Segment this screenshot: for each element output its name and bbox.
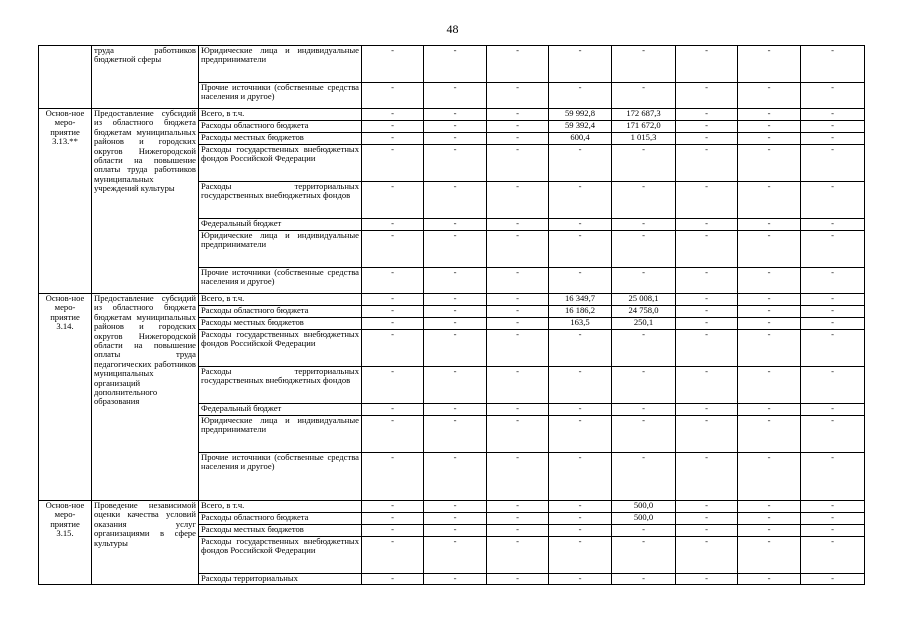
amount-cell: - — [362, 330, 424, 367]
amount-cell: - — [738, 318, 801, 330]
amount-cell: - — [487, 182, 549, 219]
amount-cell: - — [549, 231, 612, 268]
amount-cell: - — [487, 367, 549, 404]
amount-cell: - — [676, 231, 738, 268]
amount-cell: - — [801, 501, 865, 513]
amount-cell: - — [801, 268, 865, 294]
funding-source: Расходы государственных внебюджетных фондов Российской Федерации — [199, 330, 362, 367]
amount-cell: - — [738, 330, 801, 367]
amount-cell: - — [801, 83, 865, 109]
activity-description: труда работников бюджетной сферы — [92, 46, 199, 109]
amount-cell: - — [676, 294, 738, 306]
amount-cell: - — [424, 367, 487, 404]
amount-cell: - — [424, 83, 487, 109]
funding-source: Расходы государственных внебюджетных фондов Российской Федерации — [199, 145, 362, 182]
funding-source: Прочие источники (собственные средства населения и другое) — [199, 83, 362, 109]
amount-cell: - — [676, 513, 738, 525]
amount-cell: - — [801, 46, 865, 83]
amount-cell: - — [676, 268, 738, 294]
amount-cell: - — [549, 416, 612, 453]
funding-source: Юридические лица и индивидуальные предприниматели — [199, 46, 362, 83]
amount-cell: - — [676, 133, 738, 145]
amount-cell: - — [487, 219, 549, 231]
amount-cell: - — [549, 219, 612, 231]
amount-cell: - — [362, 453, 424, 501]
amount-cell: - — [424, 318, 487, 330]
funding-source: Прочие источники (собственные средства населения и другое) — [199, 453, 362, 501]
funding-source: Всего, в т.ч. — [199, 294, 362, 306]
amount-cell: - — [424, 330, 487, 367]
funding-source: Юридические лица и индивидуальные предприниматели — [199, 231, 362, 268]
amount-cell: - — [676, 416, 738, 453]
amount-cell: - — [362, 46, 424, 83]
amount-cell: - — [487, 574, 549, 585]
amount-cell: - — [362, 109, 424, 121]
amount-cell: - — [612, 367, 676, 404]
funding-source: Расходы территориальных — [199, 574, 362, 585]
amount-cell: - — [676, 453, 738, 501]
amount-cell: - — [801, 513, 865, 525]
budget-table — [38, 45, 865, 585]
amount-cell: 16 349,7 — [549, 294, 612, 306]
amount-cell: - — [487, 294, 549, 306]
amount-cell: 59 392,4 — [549, 121, 612, 133]
activity-number — [39, 46, 92, 109]
amount-cell: - — [424, 525, 487, 537]
amount-cell: - — [801, 453, 865, 501]
amount-cell: - — [738, 109, 801, 121]
amount-cell: - — [424, 109, 487, 121]
amount-cell: - — [612, 268, 676, 294]
activity-number: Основ-ное меро-приятие 3.15. — [39, 501, 92, 585]
funding-source: Расходы областного бюджета — [199, 306, 362, 318]
amount-cell: - — [487, 513, 549, 525]
amount-cell: - — [676, 525, 738, 537]
activity-description: Проведение независимой оценки качества условий оказания услуг организациями в сфере культуры — [92, 501, 199, 585]
amount-cell: - — [549, 268, 612, 294]
amount-cell: - — [487, 306, 549, 318]
funding-source: Расходы местных бюджетов — [199, 318, 362, 330]
amount-cell: - — [424, 268, 487, 294]
amount-cell: - — [612, 145, 676, 182]
table-row — [39, 109, 865, 121]
amount-cell: - — [424, 537, 487, 574]
amount-cell: - — [612, 453, 676, 501]
amount-cell: - — [801, 145, 865, 182]
amount-cell: - — [362, 367, 424, 404]
amount-cell: - — [738, 501, 801, 513]
amount-cell: - — [424, 294, 487, 306]
amount-cell: - — [801, 306, 865, 318]
amount-cell: - — [801, 404, 865, 416]
amount-cell: - — [801, 294, 865, 306]
amount-cell: 1 015,3 — [612, 133, 676, 145]
funding-source: Расходы местных бюджетов — [199, 525, 362, 537]
amount-cell: - — [738, 182, 801, 219]
amount-cell: - — [549, 537, 612, 574]
amount-cell: - — [424, 121, 487, 133]
amount-cell: - — [801, 182, 865, 219]
amount-cell: - — [424, 182, 487, 219]
amount-cell: - — [362, 416, 424, 453]
amount-cell: - — [362, 404, 424, 416]
amount-cell: - — [612, 83, 676, 109]
amount-cell: 500,0 — [612, 501, 676, 513]
amount-cell: - — [676, 574, 738, 585]
amount-cell: - — [676, 501, 738, 513]
funding-source: Расходы местных бюджетов — [199, 133, 362, 145]
funding-source: Прочие источники (собственные средства населения и другое) — [199, 268, 362, 294]
amount-cell: - — [549, 574, 612, 585]
amount-cell: - — [801, 525, 865, 537]
amount-cell: - — [424, 231, 487, 268]
amount-cell: - — [487, 318, 549, 330]
amount-cell: - — [424, 513, 487, 525]
amount-cell: - — [738, 513, 801, 525]
amount-cell: - — [487, 145, 549, 182]
amount-cell: - — [801, 416, 865, 453]
amount-cell: - — [362, 133, 424, 145]
funding-source: Расходы территориальных государственных внебюджетных фондов — [199, 182, 362, 219]
activity-description: Предоставление субсидий из областного бюджета бюджетам муниципальных районов и городских округов Нижегородской области на повышение оплаты труда педагогических работников муниципальных организаций дополнительного образования — [92, 294, 199, 501]
amount-cell: - — [362, 306, 424, 318]
amount-cell: - — [676, 330, 738, 367]
amount-cell: - — [612, 330, 676, 367]
amount-cell: - — [362, 501, 424, 513]
amount-cell: - — [738, 133, 801, 145]
amount-cell: - — [487, 416, 549, 453]
funding-source: Всего, в т.ч. — [199, 501, 362, 513]
activity-number: Основ-ное меро-приятие 3.13.** — [39, 109, 92, 294]
amount-cell: 600,4 — [549, 133, 612, 145]
amount-cell: - — [738, 145, 801, 182]
amount-cell: - — [801, 318, 865, 330]
amount-cell: - — [487, 46, 549, 83]
amount-cell: - — [612, 537, 676, 574]
amount-cell: - — [487, 537, 549, 574]
activity-description: Предоставление субсидий из областного бюджета бюджетам муниципальных районов и городских округов Нижегородской области на повышение оплаты труда работников муниципальных учреждений культуры — [92, 109, 199, 294]
amount-cell: - — [612, 404, 676, 416]
amount-cell: - — [362, 537, 424, 574]
amount-cell: - — [612, 46, 676, 83]
amount-cell: - — [549, 404, 612, 416]
page-number: 48 — [446, 22, 459, 36]
amount-cell: - — [801, 219, 865, 231]
amount-cell: - — [676, 46, 738, 83]
amount-cell: - — [738, 306, 801, 318]
amount-cell: - — [738, 525, 801, 537]
amount-cell: - — [424, 145, 487, 182]
amount-cell: - — [612, 525, 676, 537]
amount-cell: - — [362, 182, 424, 219]
amount-cell: - — [676, 219, 738, 231]
amount-cell: - — [801, 109, 865, 121]
amount-cell: - — [612, 416, 676, 453]
amount-cell: 171 672,0 — [612, 121, 676, 133]
amount-cell: - — [612, 182, 676, 219]
amount-cell: - — [801, 367, 865, 404]
amount-cell: - — [738, 231, 801, 268]
amount-cell: - — [801, 121, 865, 133]
amount-cell: - — [738, 83, 801, 109]
amount-cell: - — [549, 513, 612, 525]
amount-cell: - — [738, 268, 801, 294]
amount-cell: - — [487, 133, 549, 145]
amount-cell: - — [738, 404, 801, 416]
amount-cell: - — [424, 133, 487, 145]
amount-cell: - — [676, 404, 738, 416]
amount-cell: - — [362, 268, 424, 294]
amount-cell: 25 008,1 — [612, 294, 676, 306]
amount-cell: - — [362, 318, 424, 330]
amount-cell: - — [362, 525, 424, 537]
amount-cell: - — [738, 537, 801, 574]
table-row — [39, 501, 865, 513]
amount-cell: - — [676, 109, 738, 121]
amount-cell: - — [549, 182, 612, 219]
amount-cell: - — [424, 219, 487, 231]
amount-cell: - — [676, 367, 738, 404]
amount-cell: - — [738, 574, 801, 585]
amount-cell: - — [487, 231, 549, 268]
amount-cell: - — [487, 501, 549, 513]
amount-cell: - — [549, 501, 612, 513]
amount-cell: - — [801, 231, 865, 268]
amount-cell: - — [487, 330, 549, 367]
amount-cell: - — [487, 268, 549, 294]
amount-cell: - — [362, 574, 424, 585]
amount-cell: 16 186,2 — [549, 306, 612, 318]
amount-cell: 250,1 — [612, 318, 676, 330]
amount-cell: - — [738, 46, 801, 83]
amount-cell: 172 687,3 — [612, 109, 676, 121]
amount-cell: - — [424, 501, 487, 513]
amount-cell: - — [738, 453, 801, 501]
amount-cell: - — [362, 294, 424, 306]
amount-cell: - — [362, 513, 424, 525]
amount-cell: - — [549, 525, 612, 537]
amount-cell: 163,5 — [549, 318, 612, 330]
amount-cell: - — [801, 133, 865, 145]
amount-cell: - — [487, 121, 549, 133]
amount-cell: - — [676, 145, 738, 182]
amount-cell: - — [738, 294, 801, 306]
amount-cell: 59 992,8 — [549, 109, 612, 121]
amount-cell: - — [738, 219, 801, 231]
amount-cell: - — [801, 574, 865, 585]
amount-cell: - — [424, 306, 487, 318]
amount-cell: - — [676, 121, 738, 133]
amount-cell: - — [362, 145, 424, 182]
amount-cell: - — [738, 121, 801, 133]
amount-cell: - — [549, 453, 612, 501]
amount-cell: - — [612, 574, 676, 585]
amount-cell: - — [362, 121, 424, 133]
amount-cell: - — [362, 83, 424, 109]
amount-cell: - — [676, 306, 738, 318]
amount-cell: - — [676, 83, 738, 109]
amount-cell: - — [487, 525, 549, 537]
amount-cell: - — [676, 318, 738, 330]
amount-cell: - — [487, 109, 549, 121]
amount-cell: - — [801, 330, 865, 367]
table-row — [39, 294, 865, 306]
amount-cell: - — [738, 367, 801, 404]
amount-cell: - — [738, 416, 801, 453]
amount-cell: - — [676, 537, 738, 574]
amount-cell: - — [487, 453, 549, 501]
amount-cell: - — [676, 182, 738, 219]
amount-cell: - — [424, 574, 487, 585]
amount-cell: - — [612, 231, 676, 268]
table-row — [39, 46, 865, 83]
activity-number: Основ-ное меро-приятие 3.14. — [39, 294, 92, 501]
amount-cell: - — [549, 83, 612, 109]
amount-cell: - — [362, 231, 424, 268]
funding-source: Федеральный бюджет — [199, 404, 362, 416]
amount-cell: - — [424, 416, 487, 453]
amount-cell: - — [424, 404, 487, 416]
amount-cell: - — [612, 219, 676, 231]
amount-cell: - — [424, 46, 487, 83]
amount-cell: - — [487, 83, 549, 109]
funding-source: Всего, в т.ч. — [199, 109, 362, 121]
funding-source: Федеральный бюджет — [199, 219, 362, 231]
amount-cell: 500,0 — [612, 513, 676, 525]
funding-source: Расходы государственных внебюджетных фондов Российской Федерации — [199, 537, 362, 574]
amount-cell: 24 758,0 — [612, 306, 676, 318]
amount-cell: - — [549, 330, 612, 367]
funding-source: Расходы областного бюджета — [199, 513, 362, 525]
funding-source: Юридические лица и индивидуальные предприниматели — [199, 416, 362, 453]
funding-source: Расходы областного бюджета — [199, 121, 362, 133]
amount-cell: - — [549, 367, 612, 404]
amount-cell: - — [549, 145, 612, 182]
amount-cell: - — [424, 453, 487, 501]
funding-source: Расходы территориальных государственных внебюджетных фондов — [199, 367, 362, 404]
amount-cell: - — [801, 537, 865, 574]
amount-cell: - — [487, 404, 549, 416]
amount-cell: - — [362, 219, 424, 231]
amount-cell: - — [549, 46, 612, 83]
